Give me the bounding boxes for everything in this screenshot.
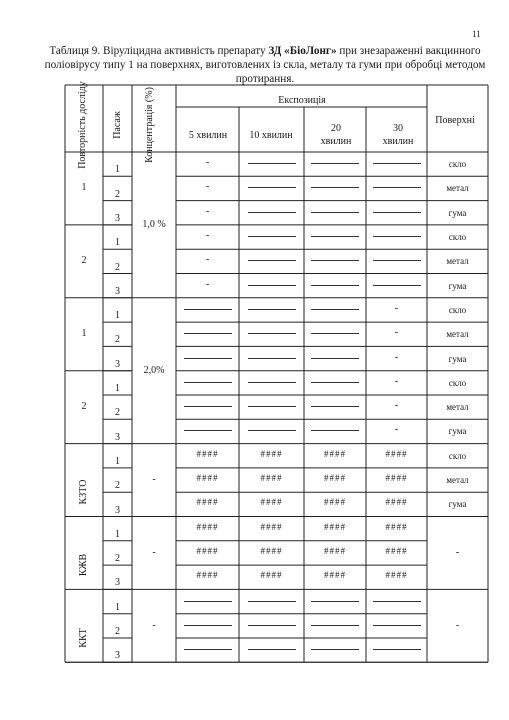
result-long-dash <box>248 187 296 188</box>
result-long-dash <box>311 358 359 359</box>
result-negative: - <box>394 351 399 363</box>
result-long-dash <box>311 187 359 188</box>
passage-number: 2 <box>115 553 120 565</box>
concentration-value: - <box>152 546 156 558</box>
result-hash: #### <box>324 497 346 508</box>
concentration-value: 2,0% <box>143 364 165 376</box>
passage-number: 2 <box>115 261 120 273</box>
passage-number: 2 <box>115 188 120 200</box>
header-exposure-10: 10 хвилин <box>249 130 293 141</box>
caption-suffix: при знезараженні вакцинного поліовірусу типу 1 на поверхнях, виготовлених із скла, металу та гуми при обробці методом протирання. <box>44 45 486 85</box>
result-long-dash <box>373 649 421 650</box>
result-long-dash <box>184 406 232 407</box>
result-long-dash <box>248 358 296 359</box>
result-hash: #### <box>196 521 219 532</box>
result-hash: #### <box>260 570 283 581</box>
passage-number: 2 <box>115 407 120 419</box>
result-hash: #### <box>260 497 283 508</box>
surface-label: гума <box>448 499 467 510</box>
concentration-value: - <box>152 474 156 486</box>
passage-number: 3 <box>115 285 120 297</box>
passage-number: 1 <box>115 310 120 322</box>
result-long-dash <box>248 382 296 383</box>
result-long-dash <box>311 212 359 213</box>
result-negative: - <box>205 157 210 169</box>
result-negative: - <box>394 375 399 387</box>
repeat-label: КЖВ <box>78 553 89 577</box>
passage-number: 1 <box>115 383 120 394</box>
result-long-dash <box>248 163 296 164</box>
result-hash: #### <box>385 473 408 484</box>
result-hash: #### <box>324 545 346 556</box>
result-hash: #### <box>196 570 219 581</box>
result-negative: - <box>394 400 399 412</box>
header-passage: Пасаж <box>112 111 123 139</box>
result-long-dash <box>184 358 232 359</box>
header-exposure: Експозиція <box>278 95 326 106</box>
result-long-dash <box>311 382 359 383</box>
passage-number: 2 <box>115 626 120 637</box>
result-hash: #### <box>196 497 219 508</box>
result-long-dash <box>311 260 359 261</box>
table-caption <box>40 44 490 86</box>
passage-number: 2 <box>115 334 120 346</box>
header-exposure-5: 5 хвилин <box>188 130 228 141</box>
result-long-dash <box>373 163 421 164</box>
result-long-dash <box>311 333 359 334</box>
result-hash: #### <box>196 473 219 484</box>
result-long-dash <box>184 625 232 626</box>
result-long-dash <box>184 333 232 334</box>
page-number: 11 <box>472 29 481 39</box>
result-long-dash <box>373 236 421 237</box>
repeat-label: 1 <box>81 182 87 194</box>
repeat-label: ККТ <box>78 628 89 648</box>
result-long-dash <box>311 601 359 602</box>
header-exposure-30: 30 хвилин <box>382 123 414 147</box>
header-concentration: Концентрація (%) <box>144 87 155 163</box>
result-hash: #### <box>196 448 219 459</box>
passage-number: 3 <box>115 650 120 662</box>
concentration-value: - <box>152 619 156 631</box>
repeat-label: 2 <box>81 401 87 413</box>
passage-number: 3 <box>115 431 120 443</box>
result-long-dash <box>248 309 296 310</box>
result-long-dash <box>311 649 359 650</box>
result-long-dash <box>311 625 359 626</box>
result-long-dash <box>184 601 232 602</box>
surface-label: гума <box>448 280 467 291</box>
surface-label: скло <box>448 232 467 243</box>
result-hash: #### <box>196 545 219 556</box>
result-hash: #### <box>385 521 408 532</box>
header-surface: Поверхні <box>435 115 475 126</box>
result-long-dash <box>184 382 232 383</box>
result-long-dash <box>311 406 359 407</box>
result-long-dash <box>373 212 421 213</box>
result-negative: - <box>205 205 210 217</box>
passage-number: 3 <box>115 358 120 370</box>
result-long-dash <box>373 601 421 602</box>
result-long-dash <box>184 649 232 650</box>
result-hash: #### <box>324 521 346 532</box>
result-long-dash <box>248 625 296 626</box>
result-long-dash <box>373 285 421 286</box>
surface-merged: - <box>455 619 460 631</box>
concentration-value: 1,0 % <box>142 218 166 230</box>
result-long-dash <box>184 430 232 431</box>
result-hash: #### <box>260 473 283 484</box>
surface-label: гума <box>448 426 467 437</box>
result-long-dash <box>248 333 296 334</box>
result-long-dash <box>248 406 296 407</box>
surface-label: метал <box>446 329 469 340</box>
surface-merged: - <box>455 546 460 558</box>
surface-label: скло <box>448 304 467 315</box>
passage-number: 3 <box>115 504 120 516</box>
result-hash: #### <box>260 448 283 459</box>
result-long-dash <box>373 187 421 188</box>
result-negative: - <box>394 424 399 436</box>
repeat-label: 1 <box>81 328 87 340</box>
passage-number: 3 <box>115 577 120 589</box>
result-long-dash <box>248 601 296 602</box>
result-negative: - <box>205 230 210 242</box>
passage-number: 1 <box>115 237 120 249</box>
surface-label: метал <box>446 256 469 267</box>
repeat-label: КЗТО <box>78 479 89 505</box>
passage-number: 3 <box>115 212 120 224</box>
surface-label: гума <box>448 207 467 218</box>
result-long-dash <box>373 625 421 626</box>
surface-label: гума <box>448 353 467 364</box>
result-negative: - <box>205 254 210 266</box>
result-long-dash <box>248 285 296 286</box>
passage-number: 1 <box>115 601 120 613</box>
surface-label: метал <box>446 183 469 194</box>
result-negative: - <box>205 278 210 290</box>
result-long-dash <box>248 430 296 431</box>
result-hash: #### <box>324 473 346 484</box>
caption-product: ЗД «БіоЛонг» <box>268 45 337 57</box>
header-exposure-20: 20 хвилин <box>320 123 352 147</box>
surface-label: метал <box>446 402 469 413</box>
surface-label: скло <box>448 450 467 461</box>
result-hash: #### <box>324 448 346 459</box>
result-hash: #### <box>385 570 408 581</box>
result-hash: #### <box>324 570 346 581</box>
result-long-dash <box>248 649 296 650</box>
result-hash: #### <box>260 521 283 532</box>
result-hash: #### <box>385 448 408 459</box>
surface-label: метал <box>446 475 469 486</box>
result-negative: - <box>394 302 399 314</box>
result-long-dash <box>248 212 296 213</box>
passage-number: 1 <box>115 455 120 467</box>
surface-label: скло <box>448 159 467 170</box>
surface-label: скло <box>448 377 467 388</box>
result-long-dash <box>248 260 296 261</box>
result-long-dash <box>311 236 359 237</box>
result-hash: #### <box>385 497 408 508</box>
passage-number: 1 <box>115 164 120 176</box>
header-repeat: Повторність досліду <box>77 81 88 169</box>
result-hash: #### <box>260 545 283 556</box>
result-long-dash <box>184 309 232 310</box>
result-long-dash <box>311 163 359 164</box>
result-hash: #### <box>385 545 408 556</box>
caption-prefix: Таблиця 9. Віруліцидна активність препарату <box>49 45 269 57</box>
result-long-dash <box>248 236 296 237</box>
result-long-dash <box>311 285 359 286</box>
result-negative: - <box>205 181 210 193</box>
passage-number: 2 <box>115 480 120 492</box>
result-negative: - <box>394 327 399 339</box>
passage-number: 1 <box>115 528 120 540</box>
result-long-dash <box>311 309 359 310</box>
repeat-label: 2 <box>81 255 87 267</box>
result-long-dash <box>311 430 359 431</box>
result-long-dash <box>373 260 421 261</box>
